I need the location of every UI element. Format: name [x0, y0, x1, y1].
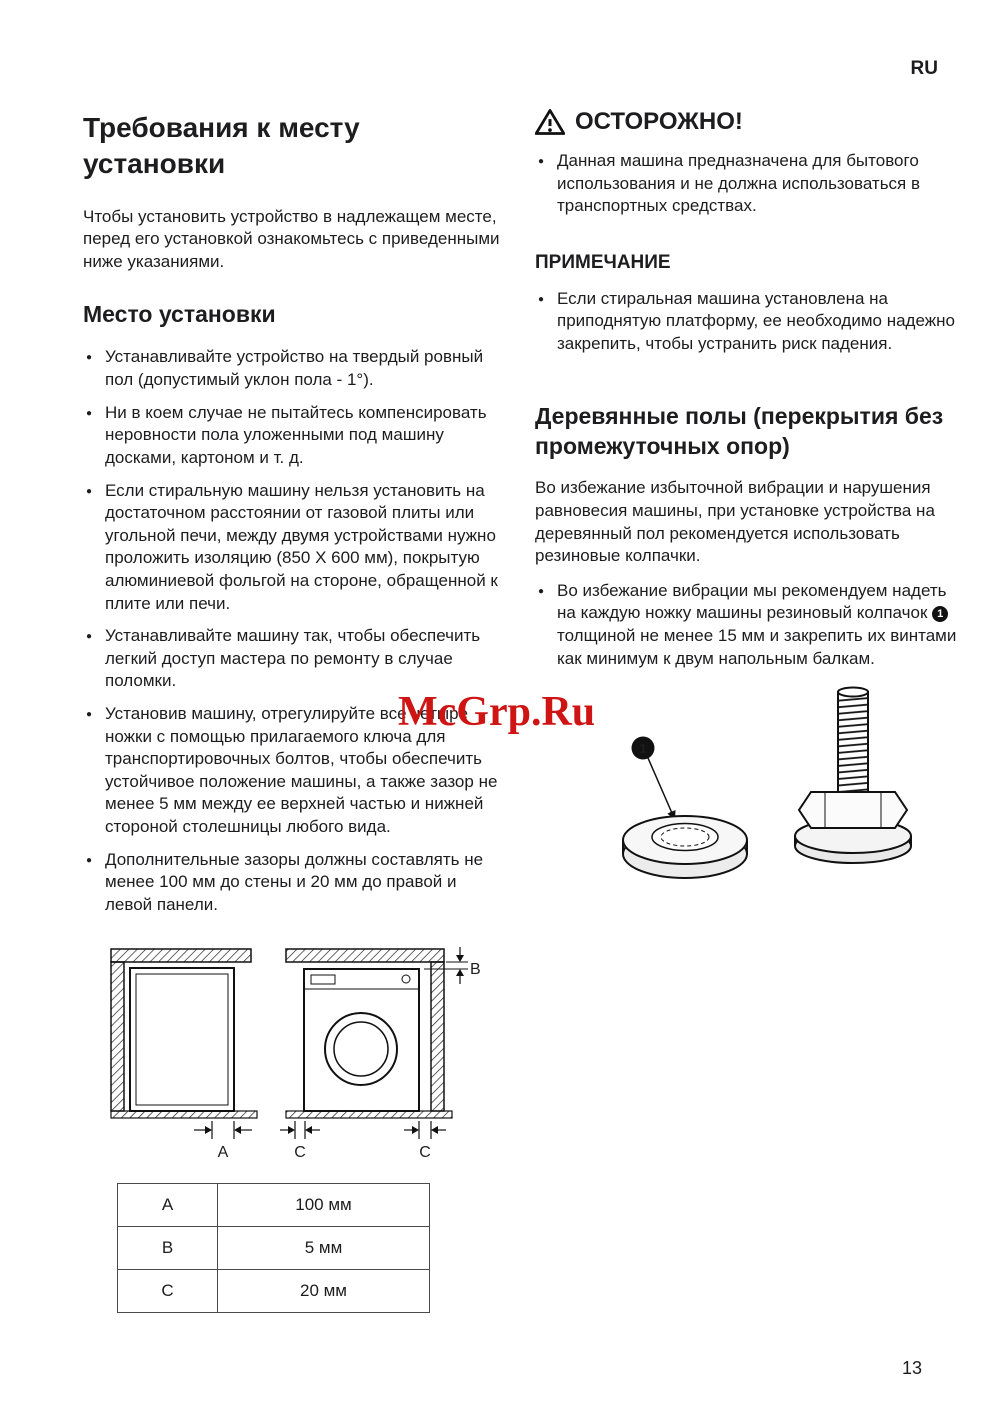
bullet-item: ● Устанавливайте машину так, чтобы обеспечить легкий доступ мастера по ремонту в случае поломки. — [83, 625, 507, 693]
table-key: C — [118, 1269, 218, 1312]
bullet-item — [535, 580, 959, 670]
diagram-side-clearance — [111, 949, 257, 1161]
caution-header — [535, 108, 959, 136]
dimension-label-b: B — [470, 960, 481, 978]
page-title: Требования к месту установки — [83, 112, 360, 179]
callout-1-marker — [632, 737, 676, 821]
bullet-text-post: толщиной не менее 15 мм и закрепить их винтами как минимум к двум напольным балкам. — [557, 626, 957, 668]
bullet-item: ● Если стиральную машину нельзя установить на достаточном расстоянии от газовой плиты или угольной печи, между двумя устройствами нужно проложить изоляцию (850 X 600 мм), покрытую алюминиевой фольгой на стороне, обращенной к плите или печи. — [83, 480, 507, 616]
table-row — [118, 1183, 430, 1226]
language-code: RU — [910, 58, 938, 79]
page-number: 13 — [901, 1358, 922, 1378]
dimension-label-c-right: C — [419, 1143, 431, 1161]
bullet-item: ● Дополнительные зазоры должны составлять не менее 100 мм до стены и 20 мм до правой и левой панели. — [83, 849, 507, 917]
wooden-bullet-list — [535, 580, 959, 670]
table-key: B — [118, 1226, 218, 1269]
bullet-item: ● Данная машина предназначена для бытового использования и не должна использоваться в транспортных средствах. — [535, 150, 959, 218]
callout-1-inline-marker: 1 — [932, 606, 948, 622]
dimension-label-c-left: C — [294, 1143, 306, 1161]
warning-triangle-icon — [535, 108, 565, 136]
clearance-table — [117, 1183, 430, 1313]
table-value: 20 мм — [218, 1269, 430, 1312]
note-bullet-list — [535, 288, 959, 356]
callout-1-number: 1 — [639, 741, 647, 757]
caution-heading: ОСТОРОЖНО! — [575, 108, 743, 135]
right-column — [535, 104, 959, 1313]
caution-bullet-list — [535, 150, 959, 218]
table-value: 5 мм — [218, 1226, 430, 1269]
bullet-item: ● Установив машину, отрегулируйте все четыре ножки с помощью прилагаемого ключа для транспортировочных болтов, чтобы обеспечить устойчивое положение машины, а также зазор не менее 5 мм между ее верхней частью и нижней стороной столешницы любого вида. — [83, 703, 507, 839]
bullet-item: ● Ни в коем случае не пытайтесь компенсировать неровности пола уложенными под машину досками, картоном и т. д. — [83, 402, 507, 470]
bullet-text-pre: Во избежание вибрации мы рекомендуем надеть на каждую ножку машины резиновый колпачок — [557, 580, 947, 623]
section-heading-wooden-floors: Деревянные полы (перекрытия без промежуточных опор) — [535, 402, 944, 459]
bullet-item: ● Устанавливайте устройство на твердый ровный пол (допустимый уклон пола - 1°). — [83, 346, 507, 391]
diagram-front-clearance — [280, 947, 481, 1161]
watermark: McGrp.Ru — [398, 689, 596, 735]
clearance-diagram — [109, 943, 484, 1161]
wooden-intro-paragraph: Во избежание избыточной вибрации и нарушения равновесия машины, при установке устройства на деревянный пол рекомендуется использовать резиновые колпачки. — [535, 478, 935, 566]
table-row — [118, 1269, 430, 1312]
dimension-label-a: A — [217, 1143, 229, 1161]
table-value: 100 мм — [218, 1183, 430, 1226]
table-row — [118, 1226, 430, 1269]
intro-paragraph: Чтобы установить устройство в надлежащем месте, перед его установкой ознакомьтесь с приведенными ниже указаниями. — [83, 206, 500, 271]
location-bullet-list — [83, 346, 507, 916]
table-key: A — [118, 1183, 218, 1226]
section-heading-location: Место установки — [83, 301, 276, 328]
leveling-foot-illustration — [795, 688, 911, 864]
note-heading: ПРИМЕЧАНИЕ — [535, 251, 671, 273]
rubber-cap-illustration — [623, 816, 747, 878]
rubber-cap-and-foot-diagram — [547, 684, 947, 889]
bullet-item: ● Если стиральная машина установлена на приподнятую платформу, ее необходимо надежно закрепить, чтобы устранить риск падения. — [535, 288, 959, 356]
